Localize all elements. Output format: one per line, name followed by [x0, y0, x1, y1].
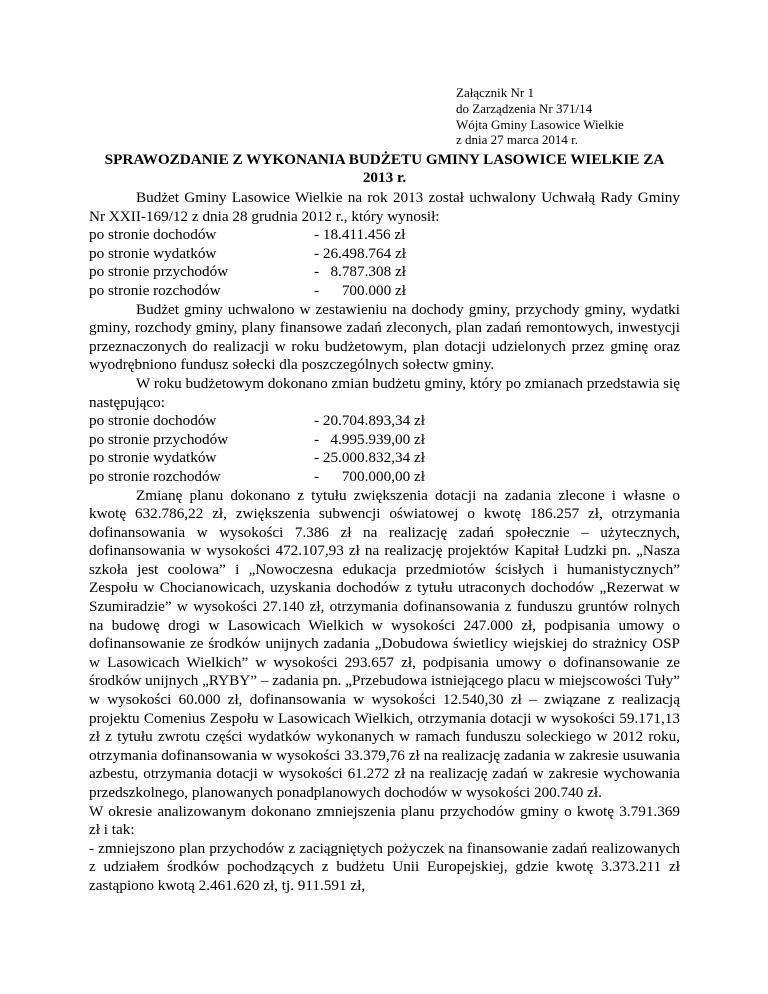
budget-row: [89, 412, 680, 431]
document-body: [89, 189, 680, 896]
budget-row: [89, 263, 680, 282]
budget-label: po stronie przychodów: [89, 263, 229, 281]
budget-value: - 8.787.308 zł: [314, 263, 406, 281]
budget-row: [89, 282, 680, 301]
budget-value: - 25.000.832,34 zł: [314, 449, 425, 467]
budget-label: po stronie rozchodów: [89, 467, 221, 485]
budget-value: - 700.000,00 zł: [314, 467, 425, 485]
document-title: SPRAWOZDANIE Z WYKONANIA BUDŻETU GMINY LASOWICE WIELKIE ZA 2013 r.: [104, 151, 665, 187]
loans-paragraph: - zmniejszono plan przychodów z zaciągniętych pożyczek na finansowanie zadań realizowanych z udziałem środków pochodzących z budżetu Unii Europejskiej, gdzie kwotę 3.373.211 zł zastąpiono kwotą 2.461.620 zł, tj. 911.591 zł,: [89, 839, 680, 894]
decrease-paragraph: W okresie analizowanym dokonano zmniejszenia planu przychodów gminy o kwotę 3.791.369 zł i tak:: [89, 802, 680, 839]
budget-value: - 26.498.764 zł: [314, 244, 406, 262]
budget-label: po stronie przychodów: [89, 430, 229, 448]
initial-budget-list: [89, 226, 680, 300]
budget-row: [89, 431, 680, 450]
budget-label: po stronie wydatków: [89, 449, 217, 467]
budget-label: po stronie dochodów: [89, 226, 217, 244]
intro-paragraph: Budżet Gminy Lasowice Wielkie na rok 2013 został uchwalony Uchwałą Rady Gminy Nr XXII-169/12 z dnia 28 grudnia 2012 r., który wynosił:: [89, 189, 680, 225]
budget-value: - 20.704.893,34 zł: [314, 412, 425, 430]
budget-row: [89, 449, 680, 468]
structure-paragraph: Budżet gminy uchwalono w zestawieniu na dochody gminy, przychody gminy, wydatki gminy, rozchody gminy, plany finansowe zadań zleconych, plan zadań remontowych, inwestycji przeznaczonych do realizacji w roku budżetowym, plan dotacji udzielonych przez gminę oraz wyodrębniono fundusz sołecki dla poszczególnych sołectw gminy.: [89, 300, 680, 374]
budget-value: - 700.000 zł: [314, 281, 406, 299]
attachment-line: Wójta Gminy Lasowice Wielkie: [456, 116, 624, 132]
budget-row: [89, 468, 680, 487]
budget-value: - 18.411.456 zł: [314, 226, 406, 244]
attachment-line: Załącznik Nr 1: [456, 85, 534, 100]
budget-row: [89, 226, 680, 245]
changed-budget-list: [89, 412, 680, 486]
reasons-paragraph: Zmianę planu dokonano z tytułu zwiększenia dotacji na zadania zlecone i własne o kwotę 632.786,22 zł, zwiększenia subwencji oświatowej o kwotę 186.257 zł, otrzymania dofinansowania w wysokości 7.386 zł na realizację zadań społecznie – użytecznych, dofinansowania w wysokości 472.107,93 zł na realizację projektów Kapitał Ludzki pn. „Nasza szkoła jest coolowa” i „Nowoczesna edukacja przedmiotów ścisłych i humanistycznych” Zespołu w Chocianowicach, uzyskania dochodów z tytułu utraconych dochodów „Rezerwat w Szumiradzie” w wysokości 27.140 zł, otrzymania dofinansowania z funduszu gruntów rolnych na budowę drogi w Lasowicach Wielkich w wysokości 247.000 zł, podpisania umowy o dofinansowanie ze środków unijnych zadania „Dobudowa świetlicy wiejskiej do strażnicy OSP w Lasowicach Wielkich” w wysokości 293.657 zł, podpisania umowy o dofinansowanie ze środków unijnych „RYBY” – zadania pn. „Przebudowa istniejącego placu w miejscowości Tuły” w wysokości 60.000 zł, dofinansowania w wysokości 12.540,30 zł – związane z realizacją projektu Comenius Zespołu w Lasowicach Wielkich, otrzymania dotacji w wysokości 59.171,13 zł z tytułu zwrotu części wydatków wykonanych w ramach funduszu soleckiego w 2012 roku, otrzymania dofinansowania w wysokości 33.379,76 zł na realizację zadania w zakresie usuwania azbestu, otrzymania dotacji w wysokości 61.272 zł na realizację zadań w zakresie wychowania przedszkolnego, planowanych ponadplanowych dochodów w wysokości 200.740 zł.: [89, 486, 680, 801]
budget-label: po stronie wydatków: [89, 244, 217, 262]
attachment-line: z dnia 27 marca 2014 r.: [456, 132, 579, 148]
budget-label: po stronie dochodów: [89, 412, 217, 430]
attachment-note: [456, 85, 624, 148]
budget-row: [89, 245, 680, 264]
budget-label: po stronie rozchodów: [89, 281, 221, 299]
budget-value: - 4.995.939,00 zł: [314, 430, 425, 448]
changes-paragraph: W roku budżetowym dokonano zmian budżetu gminy, który po zmianach przedstawia się następująco:: [89, 374, 680, 411]
attachment-line: do Zarządzenia Nr 371/14: [456, 100, 593, 116]
